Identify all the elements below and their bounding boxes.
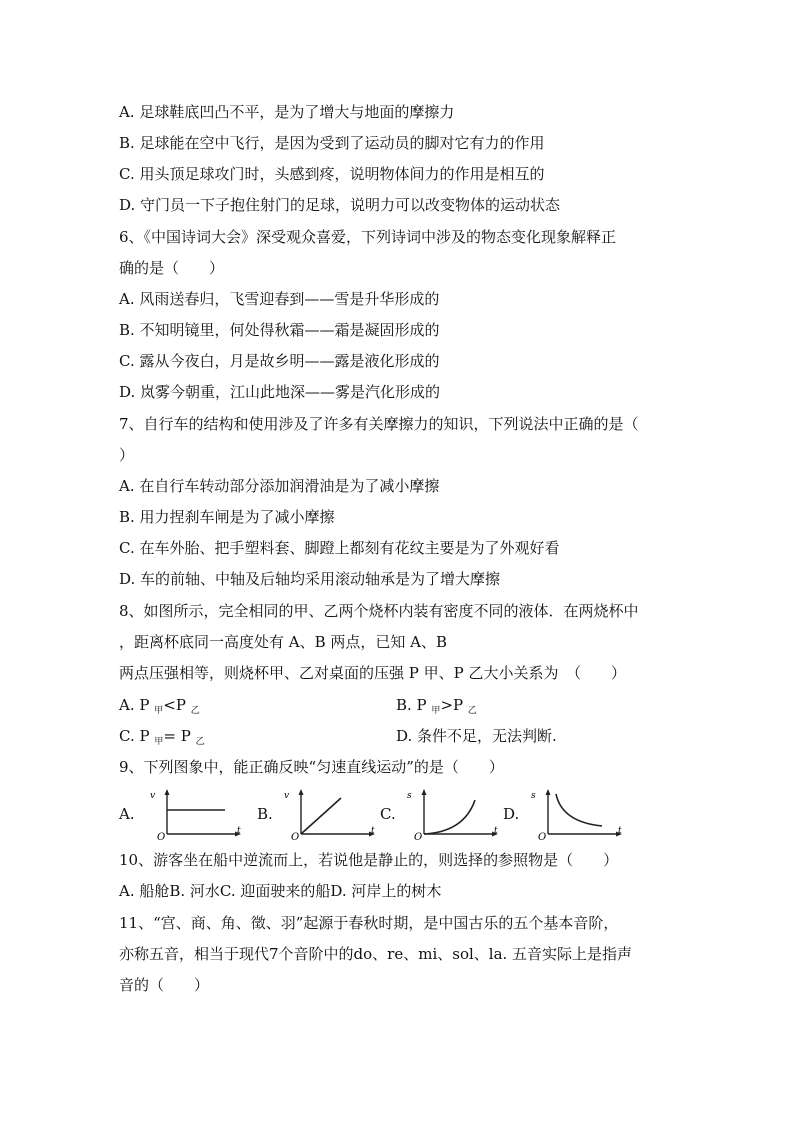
q8-stem-line3: 两点压强相等，则烧杯甲、乙对桌面的压强 P 甲、P 乙大小关系为 （ ） bbox=[119, 664, 626, 682]
q5-option-b: B. 足球能在空中飞行，是因为受到了运动员的脚对它有力的作用 bbox=[119, 134, 545, 152]
q7-option-b: B. 用力捏刹车闸是为了减小摩擦 bbox=[119, 508, 335, 526]
q6-stem-line1: 6、《中国诗词大会》深受观众喜爱，下列诗词中涉及的物态变化现象解释正 bbox=[119, 228, 617, 246]
q9-label-c: C. bbox=[380, 805, 396, 823]
q8-option-d: D. 条件不足，无法判断. bbox=[396, 727, 557, 745]
q8-options-row2 bbox=[119, 726, 679, 752]
q5-option-d: D. 守门员一下子抱住射门的足球，说明力可以改变物体的运动状态 bbox=[119, 196, 561, 214]
q9-graph-c-ylabel: s bbox=[407, 791, 412, 801]
q9-graph-d bbox=[526, 788, 626, 840]
q9-graph-b bbox=[279, 788, 379, 840]
q6-stem-line2: 确的是（ ） bbox=[119, 259, 225, 277]
q7-stem-line2: ） bbox=[119, 446, 135, 464]
q9-graph-c-curve bbox=[424, 800, 475, 834]
q9-graph-options bbox=[119, 788, 639, 840]
q8-option-c: C. P $_甲$= P $_乙$ bbox=[119, 727, 205, 747]
q9-graph-a-ylabel: v bbox=[150, 791, 156, 801]
q10-options: A. 船舱B. 河水C. 迎面驶来的船D. 河岸上的树木 bbox=[119, 882, 442, 900]
q9-label-a: A. bbox=[119, 805, 135, 823]
q9-graph-b-origin: O bbox=[291, 832, 300, 840]
q8-stem-line2: ，距离杯底同一高度处有 A、B 两点，已知 A、B bbox=[119, 633, 448, 651]
q11-stem-line3: 音的（ ） bbox=[119, 976, 210, 994]
q9-graph-d-xlabel: t bbox=[618, 826, 622, 836]
q9-label-b: B. bbox=[257, 805, 273, 823]
q8-option-a: A. P $_甲$<P $_乙$ bbox=[119, 696, 200, 716]
q8-stem-line1: 8、如图所示，完全相同的甲、乙两个烧杯内装有密度不同的液体．在两烧杯中 bbox=[119, 602, 639, 620]
q6-option-b: B. 不知明镜里，何处得秋霜——霜是凝固形成的 bbox=[119, 321, 440, 339]
q9-label-d: D. bbox=[503, 805, 520, 823]
q6-option-c: C. 露从今夜白，月是故乡明——露是液化形成的 bbox=[119, 352, 440, 370]
q9-graph-a-xlabel: t bbox=[237, 826, 241, 836]
q10-stem: 10、游客坐在船中逆流而上，若说他是静止的，则选择的参照物是（ ） bbox=[119, 851, 619, 869]
q7-option-a: A. 在自行车转动部分添加润滑油是为了减小摩擦 bbox=[119, 477, 440, 495]
q9-graph-a-origin: O bbox=[157, 832, 166, 840]
q6-option-d: D. 岚雾今朝重，江山此地深——雾是汽化形成的 bbox=[119, 383, 441, 401]
q7-option-d: D. 车的前轴、中轴及后轴均采用滚动轴承是为了增大摩擦 bbox=[119, 570, 501, 588]
q9-graph-c-xlabel: t bbox=[494, 826, 498, 836]
q9-graph-c bbox=[402, 788, 502, 840]
q9-graph-b-xlabel: t bbox=[371, 826, 375, 836]
q7-stem-line1: 7、自行车的结构和使用涉及了许多有关摩擦力的知识，下列说法中正确的是（ bbox=[119, 415, 639, 433]
q5-option-c: C. 用头顶足球攻门时，头感到疼，说明物体间力的作用是相互的 bbox=[119, 165, 545, 183]
q9-graph-d-origin: O bbox=[538, 832, 547, 840]
q9-graph-c-origin: O bbox=[414, 832, 423, 840]
q9-graph-a bbox=[143, 788, 243, 840]
q7-option-c: C. 在车外胎、把手塑料套、脚蹬上都刻有花纹主要是为了外观好看 bbox=[119, 539, 560, 557]
q9-graph-b-curve bbox=[301, 798, 341, 834]
q8-options-row1 bbox=[119, 695, 679, 721]
q6-option-a: A. 风雨送春归，飞雪迎春到——雪是升华形成的 bbox=[119, 290, 440, 308]
q9-graph-d-curve bbox=[556, 794, 602, 826]
q9-graph-d-ylabel: s bbox=[531, 791, 536, 801]
q9-graph-b-ylabel: v bbox=[284, 791, 290, 801]
q5-option-a: A. 足球鞋底凹凸不平，是为了增大与地面的摩擦力 bbox=[119, 103, 455, 121]
q9-stem: 9、下列图象中，能正确反映“匀速直线运动”的是（ ） bbox=[119, 758, 504, 776]
q8-option-b: B. P $_甲$>P $_乙$ bbox=[396, 696, 477, 716]
q11-stem-line1: 11、“宫、商、角、徵、羽”起源于春秋时期，是中国古乐的五个基本音阶， bbox=[119, 914, 619, 932]
q11-stem-line2: 亦称五音，相当于现代7个音阶中的do、re、mi、sol、la. 五音实际上是指声 bbox=[119, 945, 633, 963]
